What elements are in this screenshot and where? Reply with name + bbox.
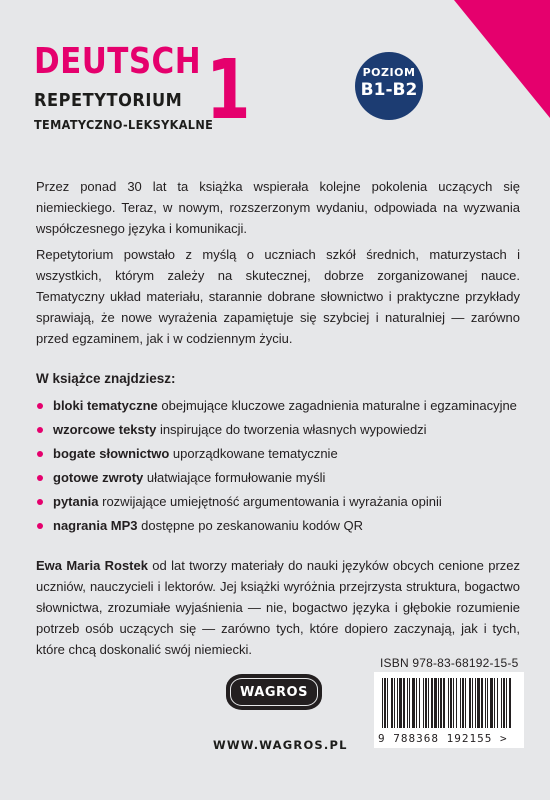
barcode-number: 9 788368 192155 > <box>378 732 508 745</box>
author-name: Ewa Maria Rostek <box>36 558 148 573</box>
bullet-icon <box>37 403 43 409</box>
publisher-logo <box>226 674 322 710</box>
barcode-bar <box>440 678 442 728</box>
barcode-bar <box>448 678 449 728</box>
logo-subtitle: REPETYTORIUM <box>34 90 183 111</box>
corner-accent <box>454 0 550 118</box>
barcode-bar <box>462 678 464 728</box>
author-paragraph <box>36 555 520 660</box>
list-item <box>36 395 520 419</box>
logo-title: DEUTSCH <box>34 41 202 82</box>
logo-subtitle-2: TEMATYCZNO-LEKSYKALNE <box>34 117 214 132</box>
barcode-bar <box>416 678 417 728</box>
barcode-bar <box>407 678 408 728</box>
feature-text: uporządkowane tematycznie <box>169 446 338 461</box>
barcode-bar <box>443 678 445 728</box>
feature-text: inspirujące do tworzenia własnych wypowiedzi <box>156 422 427 437</box>
barcode-bar <box>501 678 502 728</box>
barcode-bar <box>506 678 507 728</box>
barcode-bar <box>397 678 398 728</box>
list-item <box>36 467 520 491</box>
barcode-bar <box>403 678 405 728</box>
intro-paragraph-2: Repetytorium powstało z myślą o uczniach szkół średnich, maturzystach i wszystkich, którym zależy na skutecznej, dobrze zorganizowanej nauce. Tematyczny układ materiału, starannie dobrane słownictwo i praktyczne przykłady sprawiają, że nowe wyrażenia zapamiętuje się szybciej i naturalniej — zarówno przed egzaminem, jak i w codziennym życiu. <box>36 247 520 346</box>
barcode-bars <box>382 678 516 730</box>
barcode-bar <box>434 678 437 728</box>
isbn: ISBN 978-83-68192-15-5 <box>380 656 519 670</box>
barcode-bar <box>509 678 511 728</box>
feature-title: bloki tematyczne <box>53 398 158 413</box>
barcode-bar <box>412 678 415 728</box>
feature-title: wzorcowe teksty <box>53 422 157 437</box>
intro-paragraph-1: Przez ponad 30 lat ta książka wspierała kolejne pokolenia uczących się niemieckiego. Teraz, w nowym, rozszerzonym wydaniu, odpowiada na wyzwania współczesnego języka i komunikacji. <box>36 179 520 236</box>
barcode-bar <box>384 678 386 728</box>
bullet-icon <box>37 451 43 457</box>
barcode-bar <box>423 678 424 728</box>
barcode-bar <box>387 678 388 728</box>
level-value: B1-B2 <box>360 80 418 100</box>
barcode-bar <box>425 678 427 728</box>
barcode-bar <box>456 678 457 728</box>
barcode-bar <box>428 678 429 728</box>
barcode-bar <box>453 678 454 728</box>
list-item <box>36 443 520 467</box>
barcode-bar <box>438 678 439 728</box>
author-text: od lat tworzy materiały do nauki języków obcych cenione przez uczniów, nauczycieli i lektorów. Jej książki wyróżnia przejrzysta struktura, bogactwo słownictwa, zrozumiałe wyjaśnienia — nie, bogactwo języka i głębokie rozumienie potrzeb osób uczących się — zarówno tych, które dopiero zaczynają, jak i tych, które chcą doskonalić swój niemiecki. <box>36 558 521 657</box>
barcode-bar <box>477 678 480 728</box>
list-item <box>36 491 520 515</box>
features-list <box>36 395 520 539</box>
barcode-bar <box>399 678 402 728</box>
barcode-bar <box>475 678 476 728</box>
level-badge <box>355 52 423 120</box>
barcode-bar <box>497 678 498 728</box>
barcode-bar <box>490 678 493 728</box>
logo-level-number: 1 <box>206 43 251 138</box>
barcode-bar <box>460 678 461 728</box>
barcode-bar <box>469 678 471 728</box>
barcode-bar <box>481 678 483 728</box>
bullet-icon <box>37 475 43 481</box>
barcode-bar <box>419 678 420 728</box>
feature-text: ułatwiające formułowanie myśli <box>143 470 326 485</box>
level-label: POZIOM <box>362 66 416 79</box>
barcode-bar <box>431 678 433 728</box>
publisher-name: WAGROS <box>240 685 308 700</box>
bullet-icon <box>37 427 43 433</box>
barcode-bar <box>487 678 488 728</box>
feature-title: pytania <box>53 494 99 509</box>
feature-text: dostępne po zeskanowaniu kodów QR <box>137 518 364 533</box>
feature-text: obejmujące kluczowe zagadnienia maturalne i egzaminacyjne <box>157 398 517 413</box>
barcode-bar <box>465 678 466 728</box>
bullet-icon <box>37 499 43 505</box>
publisher-url[interactable]: WWW.WAGROS.PL <box>213 738 348 752</box>
list-item <box>36 515 520 539</box>
feature-title: gotowe zwroty <box>53 470 144 485</box>
barcode-bar <box>382 678 383 728</box>
barcode-bar <box>394 678 395 728</box>
barcode-bar <box>494 678 495 728</box>
barcode-bar <box>391 678 393 728</box>
barcode-bar <box>409 678 410 728</box>
barcode-bar <box>503 678 505 728</box>
barcode-bar <box>472 678 473 728</box>
list-item <box>36 419 520 443</box>
bullet-icon <box>37 523 43 529</box>
description <box>36 176 520 673</box>
barcode-bar <box>450 678 452 728</box>
barcode-bar <box>485 678 486 728</box>
barcode <box>374 672 524 748</box>
feature-title: nagrania MP3 <box>53 518 138 533</box>
feature-title: bogate słownictwo <box>53 446 170 461</box>
feature-text: rozwijające umiejętność argumentowania i wyrażania opinii <box>98 494 442 509</box>
features-heading: W książce znajdziesz: <box>36 371 176 386</box>
